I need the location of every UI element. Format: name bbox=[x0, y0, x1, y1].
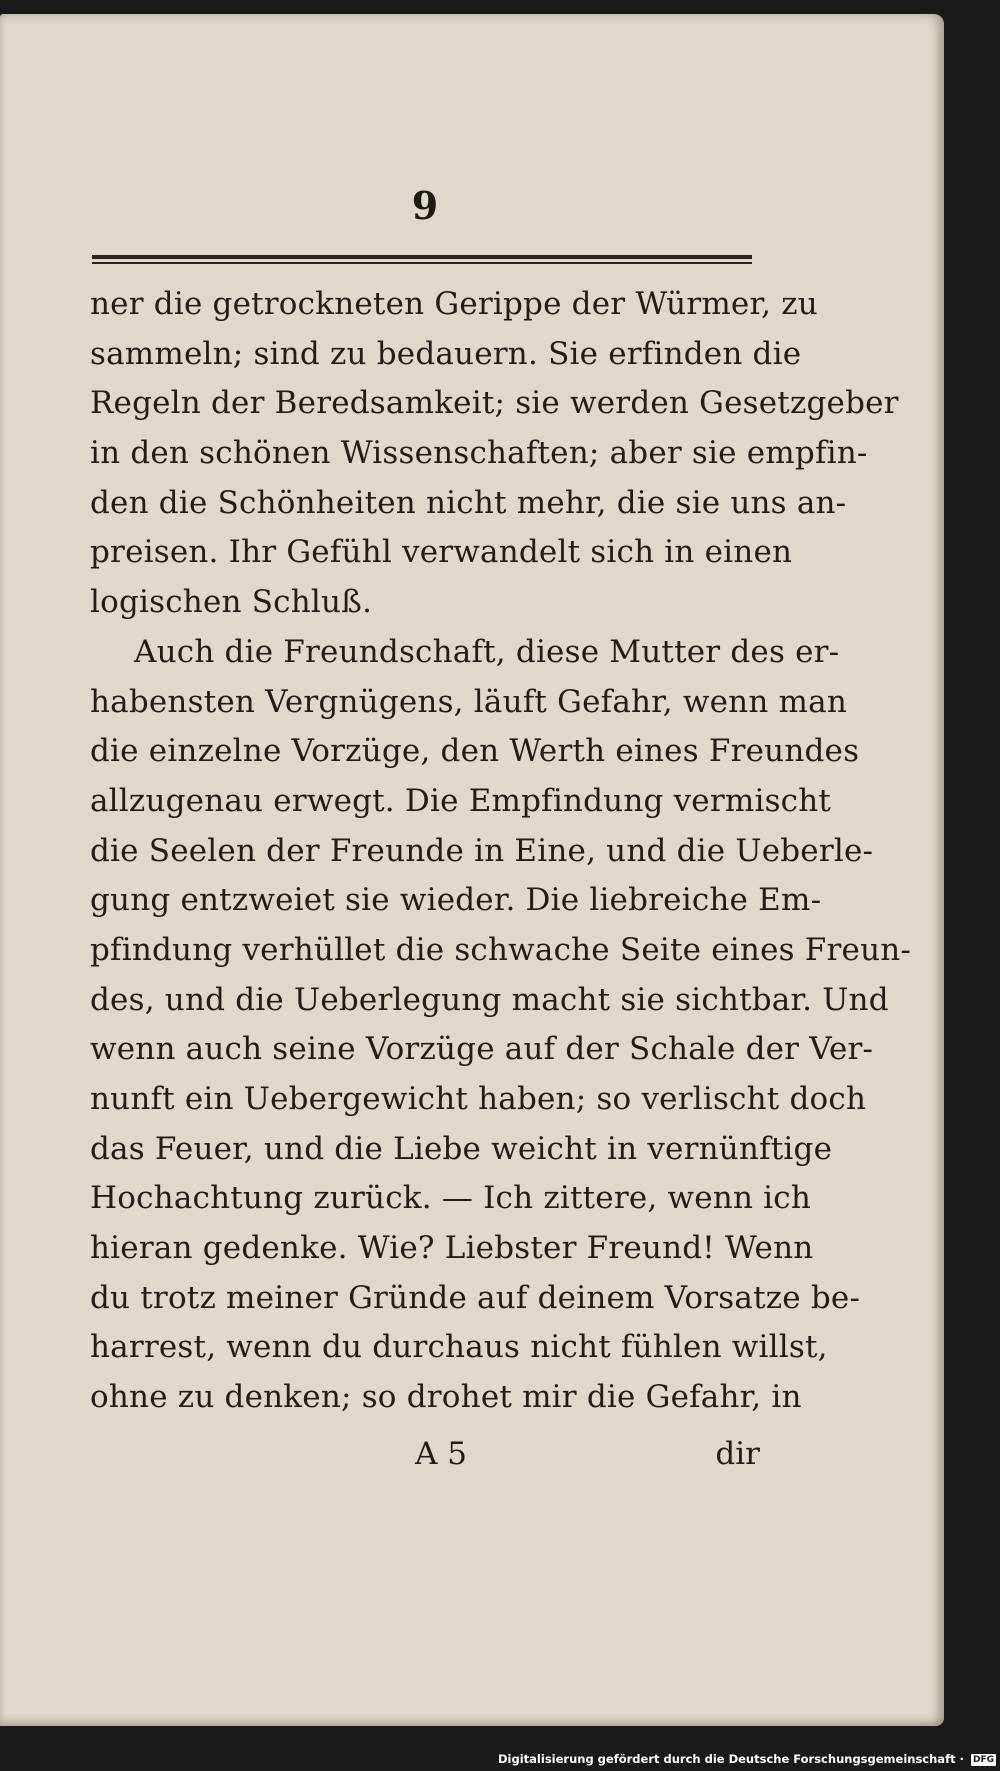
text-line: die Seelen der Freunde in Eine, und die Ueberle- bbox=[90, 832, 874, 869]
page-number: 9 bbox=[411, 183, 439, 228]
text-line: sammeln; sind zu bedauern. Sie erfinden die bbox=[90, 335, 802, 372]
text-line: harrest, wenn du durchaus nicht fühlen willst, bbox=[90, 1329, 828, 1366]
text-line: den die Schönheiten nicht mehr, die sie uns an- bbox=[90, 484, 847, 521]
page-foot bbox=[90, 1429, 760, 1479]
text-line: das Feuer, und die Liebe weicht in vernünftige bbox=[90, 1130, 833, 1167]
credit-separator: · bbox=[959, 1752, 964, 1766]
text-line: allzugenau erwegt. Die Empfindung vermischt bbox=[90, 782, 832, 819]
credit-text: Digitalisierung gefördert durch die Deutsche Forschungsgemeinschaft bbox=[498, 1752, 956, 1766]
text-line: nunft ein Uebergewicht haben; so verlischt doch bbox=[90, 1081, 867, 1117]
header-rule bbox=[92, 252, 752, 266]
text-line: die einzelne Vorzüge, den Werth eines Freundes bbox=[90, 733, 860, 770]
text-line: pfindung verhüllet die schwache Seite eines Freun- bbox=[90, 931, 912, 968]
text-line: logischen Schluß. bbox=[90, 584, 373, 621]
text-line: hieran gedenke. Wie? Liebster Freund! Wenn bbox=[90, 1230, 814, 1267]
text-line: Regeln der Beredsamkeit; sie werden Gesetzgeber bbox=[90, 385, 899, 422]
body-text bbox=[90, 280, 912, 1423]
catchword: dir bbox=[715, 1436, 760, 1472]
text-line: Hochachtung zurück. — Ich zittere, wenn ich bbox=[90, 1180, 812, 1217]
text-line: des, und die Ueberlegung macht sie sichtbar. Und bbox=[90, 981, 889, 1018]
header-rule-thin bbox=[92, 262, 752, 264]
book-page bbox=[0, 14, 944, 1726]
digitization-credit bbox=[498, 1751, 996, 1767]
text-line: habensten Vergnügens, läuft Gefahr, wenn man bbox=[90, 683, 847, 720]
header-rule-thick bbox=[92, 255, 752, 259]
text-line: ner die getrockneten Gerippe der Würmer, zu bbox=[90, 286, 818, 322]
text-line: du trotz meiner Gründe auf deinem Vorsatze be- bbox=[90, 1279, 861, 1316]
text-line: Auch die Freundschaft, diese Mutter des er- bbox=[134, 633, 840, 670]
signature-mark: A 5 bbox=[415, 1436, 467, 1472]
text-line: wenn auch seine Vorzüge auf der Schale der Ver- bbox=[90, 1031, 874, 1068]
text-line: preisen. Ihr Gefühl verwandelt sich in einen bbox=[90, 534, 793, 571]
text-line: in den schönen Wissenschaften; aber sie empfin- bbox=[90, 435, 868, 472]
dfg-logo: DFG bbox=[972, 1755, 994, 1765]
text-line: gung entzweiet sie wieder. Die liebreiche Em- bbox=[90, 882, 822, 919]
text-line: ohne zu denken; so drohet mir die Gefahr, in bbox=[90, 1379, 802, 1416]
